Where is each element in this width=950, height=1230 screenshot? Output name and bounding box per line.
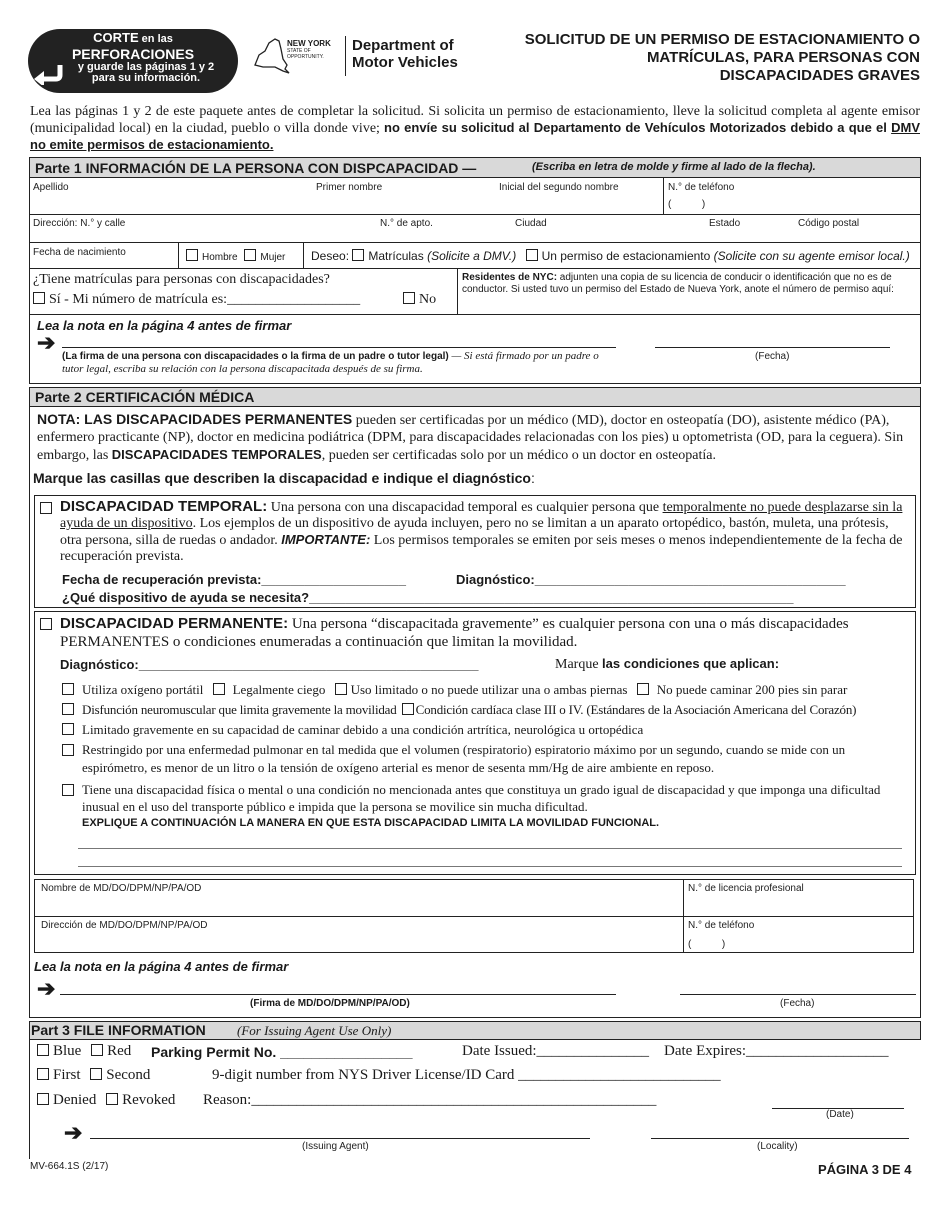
permit-number-field[interactable]: Parking Permit No. _________________ [151,1044,413,1060]
permanent-checkbox[interactable] [40,618,52,630]
plates-no-row [403,292,436,308]
provider-name-input[interactable] [40,896,678,914]
mark-conditions [555,656,779,673]
p1-date-caption: (Fecha) [755,351,790,362]
p1-signature-italic: — Si está firmado por un padre o tutor legal, escriba su relación con la persona discapacitada después de su firma. [62,350,599,375]
temporary-title: DISCAPACIDAD TEMPORAL: [60,498,268,515]
temporary-diagnosis-field[interactable]: Diagnóstico:___________________________________________ [456,572,846,587]
male-checkbox[interactable] [186,249,198,261]
provider-address-input[interactable] [40,933,678,951]
state-label: Estado [709,218,741,229]
provider-phone-label: N.° de teléfono [688,920,755,931]
conditions-row1 [62,682,847,698]
locality-line[interactable] [651,1138,909,1139]
intro-paragraph [30,104,920,154]
intro-text: Lea las páginas 1 y 2 de este paquete antes de completar la solicitud. Si solicita un permiso de estacionamiento, lleve la solicitud completa al agente emisor (municipalidad local) en la ciudad, pueblo o villa donde vive; [30,104,920,136]
first-checkbox[interactable] [37,1068,49,1080]
p2-signature-arrow-icon: ➔ [37,976,56,1001]
p2-date-caption: (Fecha) [780,998,815,1009]
zip-label: Código postal [798,218,860,229]
arthritic-label: Limitado gravemente en su capacidad de caminar debido a una condición artrítica, neurológica u ortopédica [82,722,644,737]
p1-date-line[interactable] [655,347,890,348]
nyc-bold: Residentes de NYC: [462,272,558,283]
form-title-line3: DISCAPACIDADES GRAVES [719,67,920,84]
date-expires-field[interactable]: Date Expires:___________________ [664,1043,889,1059]
form-number: MV-664.1S (2/17) [30,1161,109,1172]
p2-note-bold: NOTA: LAS DISCAPACIDADES PERMANENTES [37,411,353,427]
dob-label: Fecha de nacimiento [33,247,126,258]
logo-divider [345,36,346,76]
last-name-label: Apellido [33,182,69,193]
p2-signature-line[interactable] [60,994,616,995]
cut-line2: PERFORACIONES [71,46,195,62]
arthritic-checkbox[interactable] [62,723,74,735]
issuing-agent-line[interactable] [90,1138,590,1139]
p1-vdiv-nyc [457,268,458,314]
permit-label: Un permiso de estacionamiento [541,249,711,263]
conditions-row2 [62,702,856,718]
phone-input[interactable] [680,196,910,212]
provider-row-divider [34,916,914,917]
portable-oxygen-checkbox[interactable] [62,683,74,695]
permanent-title: DISCAPACIDAD PERMANENTE: [60,615,289,632]
part1-header [29,157,921,178]
mark-conditions-text: Marque [555,657,599,672]
second-label: Second [106,1067,151,1083]
intro-bold: no envíe su solicitud al Departamento de Vehículos Motorizados debido a que el [384,120,892,135]
plates-yes-label: Sí - Mi número de matrícula es:___________________ [49,292,361,307]
p1-signature-caption [62,350,622,376]
p2-date-line[interactable] [680,994,916,995]
p1-signature-line[interactable] [62,347,616,348]
p3-agent-arrow-icon: ➔ [64,1120,83,1145]
nyc-text: adjunten una copia de su licencia de conducir o identificación que no es de conductor. Si usted tuvo un permiso del Estado de Nueva York, anote el número de permiso aquí: [462,272,894,295]
p2-mark-colon: : [530,470,535,486]
temporary-text3: Los permisos temporales se emiten por seis meses o menos independientemente de la fecha de recuperación prevista. [60,533,903,564]
plates-checkbox[interactable] [352,249,364,261]
blue-checkbox[interactable] [37,1044,49,1056]
desire-label: Deseo: [311,249,350,263]
cut-line3: y guarde las páginas 1 y 2 [77,61,215,73]
p2-mark-text: Marque las casillas que describen la discapacidad e indique el diagnóstico [33,470,531,486]
p1-row-divider-3 [29,268,921,269]
permit-checkbox[interactable] [526,249,538,261]
first-label: First [53,1067,81,1083]
provider-vdiv [683,879,684,953]
address-label: Dirección: N.° y calle [33,218,126,229]
blue-label: Blue [53,1043,82,1059]
provider-phone-parens: ( ) [688,939,726,950]
dept-line1: Department of [352,37,454,54]
temporary-description [60,499,905,565]
part2-title: Parte 2 CERTIFICACIÓN MÉDICA [35,389,255,405]
explain-line-2[interactable] [78,866,902,867]
other-disability-label: Tiene una discapacidad física o mental o una condición no mencionada antes que constituya un grado igual de discapacidad y que imponga una dificultad inusual en el uso del transporte público e impida que la persona se movilice sin mucha dificultad. [82,782,881,814]
legally-blind-label: Legalmente ciego [232,682,326,697]
part3-row2 [37,1067,150,1084]
permit-note: (Solicite con su agente emisor local.) [713,249,910,263]
p1-row-divider-2 [29,242,921,243]
p1-vdiv-dob [178,242,179,268]
temporary-important: IMPORTANTE: [281,532,371,547]
denied-label: Denied [53,1092,97,1108]
page-number: PÁGINA 3 DE 4 [818,1162,912,1177]
limited-legs-checkbox[interactable] [335,683,347,695]
first-name-label: Primer nombre [316,182,383,193]
p1-sign-note: Lea la nota en la página 4 antes de firmar [37,318,292,333]
p1-vdiv-gender [303,242,304,268]
revoked-checkbox[interactable] [106,1093,118,1105]
cut-line1-bold: CORTE [93,30,139,45]
part3-left-border [29,1039,30,1159]
locality-caption: (Locality) [757,1141,798,1152]
p1-row-divider-1 [29,214,921,215]
pulmonary-checkbox[interactable] [62,744,74,756]
second-checkbox[interactable] [90,1068,102,1080]
cannot-walk-checkbox[interactable] [637,683,649,695]
return-arrow-icon [32,63,66,85]
phone-parens: ( ) [668,199,706,210]
male-label: Hombre [202,252,238,263]
form-title [480,31,920,85]
has-plates-question: ¿Tiene matrículas para personas con discapacidades? [33,272,330,287]
temporary-underlined: temporalmente no puede desplazarse sin la ayuda de un dispositivo [60,500,903,531]
name-input[interactable] [35,194,655,212]
license-label: N.° de licencia profesional [688,883,804,894]
gender-options [186,249,285,263]
nyc-residents-note [462,272,917,296]
date-issued-field[interactable]: Date Issued:_______________ [462,1043,650,1059]
cannot-walk-label: No puede caminar 200 pies sin parar [656,682,848,697]
part3-date-caption: (Date) [826,1109,854,1120]
form-title-line1: SOLICITUD DE UN PERMISO DE ESTACIONAMIENTO O [524,31,920,48]
permanent-diagnosis-field[interactable]: Diagnóstico:_______________________________________________ [60,657,479,672]
plates-note: (Solicite a DMV.) [427,249,517,263]
recovery-date-field[interactable]: Fecha de recuperación prevista:____________________ [62,572,407,587]
limited-legs-label: Uso limitado o no puede utilizar una o ambas piernas [350,682,628,697]
p2-note-text2: , pueden ser certificadas solo por un médico o un doctor en osteopatía. [321,448,716,463]
desire-options [311,249,910,263]
plates-label: Matrículas [368,249,424,263]
permanent-text: Una persona “discapacitada gravemente” es cualquier persona con una o más discapacidades PERMANENTES o condiciones enumeradas a continuación que limitan la movilidad. [60,616,849,650]
p1-signature-arrow-icon: ➔ [37,330,56,355]
p1-vdiv-phone [663,177,664,214]
address-input[interactable] [35,228,915,241]
middle-initial-label: Inicial del segundo nombre [499,182,619,193]
p2-note-text1: pueden ser certificadas por un médico (MD), doctor en osteopatía (DO), asistente médico (PA), enfermero practicante (NP), doctor en medicina podiátrica (DPM, para discapacidades relacionadas con los pies) u optometrista (OD, para la ceguera). Sin embargo, las [37,413,904,463]
p2-mark-boxes [33,470,535,486]
temporary-text1: Una persona con una discapacidad temporal es cualquier persona que [267,500,663,515]
red-label: Red [107,1043,132,1059]
provider-phone-input[interactable] [700,936,910,952]
part1-title: Parte 1 INFORMACIÓN DE LA PERSONA CON DISPCAPACIDAD — [35,160,477,176]
portable-oxygen-label: Utiliza oxígeno portátil [82,682,204,697]
part2-header [29,387,921,407]
p1-signature-bold: (La firma de una persona con discapacidades o la firma de un padre o tutor legal) [62,351,449,362]
revoked-label: Revoked [122,1092,176,1108]
part3-header [29,1021,921,1040]
temporary-checkbox[interactable] [40,502,52,514]
part3-row3 [37,1092,175,1109]
cut-line4: para su información. [91,72,201,84]
other-disability-checkbox[interactable] [62,784,74,796]
plates-yes-checkbox[interactable] [33,292,45,304]
reason-field[interactable]: Reason:______________________________________________________ [203,1092,657,1108]
ny-line2: STATE OF [287,48,311,54]
ny-state-logo [245,33,345,83]
cardiac-label: Condición cardíaca clase III o IV. (Estándares de la Asociación Americana del Corazón) [415,702,857,717]
female-label: Mujer [260,252,286,263]
assistive-device-field[interactable]: ¿Qué dispositivo de ayuda se necesita?___________________________________________________________________ [62,590,794,605]
p2-signature-caption: (Firma de MD/DO/DPM/NP/PA/OD) [250,998,410,1009]
part3-title: Part 3 FILE INFORMATION [31,1022,206,1038]
red-checkbox[interactable] [91,1044,103,1056]
provider-name-label: Nombre de MD/DO/DPM/NP/PA/OD [41,883,202,894]
legally-blind-checkbox[interactable] [213,683,225,695]
plates-yes-row [33,292,360,308]
plates-no-label: No [419,292,437,307]
city-label: Ciudad [515,218,547,229]
issuing-agent-caption: (Issuing Agent) [302,1141,369,1152]
dept-line2: Motor Vehicles [352,54,458,71]
pulmonary-label: Restringido por una enfermedad pulmonar en tal medida que el volumen (respiratorio) espiratorio máximo por un segundo, cuando se mide con un espirómetro, es menor de un litro o la tensión de oxígeno arterial es menor de sesenta mm/Hg de aire ambiente en reposo. [82,742,846,775]
intro-bold-underline: DMV no emite permisos de estacionamiento. [30,120,920,152]
part3-subtitle: (For Issuing Agent Use Only) [237,1023,392,1038]
cut-badge [28,29,238,93]
mark-conditions-bold: las condiciones que aplican: [602,656,780,671]
ny-line3: OPPORTUNITY. [287,54,324,60]
p1-row-divider-4 [29,314,921,315]
cut-line1-rest: en las [138,33,173,45]
temporary-text2: . Los ejemplos de un dispositivo de ayuda incluyen, pero no se limitan a un aparato ortopédico, bastón, muleta, una prótesis, otra persona, silla de ruedas o andador. [60,516,889,548]
provider-address-label: Dirección de MD/DO/DPM/NP/PA/OD [41,920,208,931]
ny-line1: NEW YORK [287,39,331,48]
explain-instruction: EXPLIQUE A CONTINUACIÓN LA MANERA EN QUE ESTA DISCAPACIDAD LIMITA LA MOVILIDAD FUNCIONAL. [82,817,660,829]
part3-row1 [37,1043,131,1060]
license-number-field[interactable]: 9-digit number from NYS Driver License/ID Card ___________________________ [212,1067,721,1083]
form-title-line2: MATRÍCULAS, PARA PERSONAS CON [646,49,920,66]
cardiac-checkbox[interactable] [402,703,414,715]
ny-state-map-icon [245,35,291,77]
neuromuscular-label: Disfunción neuromuscular que limita gravemente la movilidad [82,702,397,717]
part1-subtitle: (Escriba en letra de molde y firme al lado de la flecha). [532,161,816,173]
denied-checkbox[interactable] [37,1093,49,1105]
neuromuscular-checkbox[interactable] [62,703,74,715]
phone-label: N.° de teléfono [668,182,735,193]
plates-no-checkbox[interactable] [403,292,415,304]
p2-note-bold2: DISCAPACIDADES TEMPORALES [111,447,322,462]
permanent-description [60,615,905,651]
explain-line-1[interactable] [78,848,902,849]
p2-note [37,411,917,464]
conditions-row3 [62,722,643,738]
female-checkbox[interactable] [244,249,256,261]
apt-label: N.° de apto. [380,218,433,229]
license-input[interactable] [688,896,910,914]
p2-sign-note: Lea la nota en la página 4 antes de firmar [34,959,289,974]
